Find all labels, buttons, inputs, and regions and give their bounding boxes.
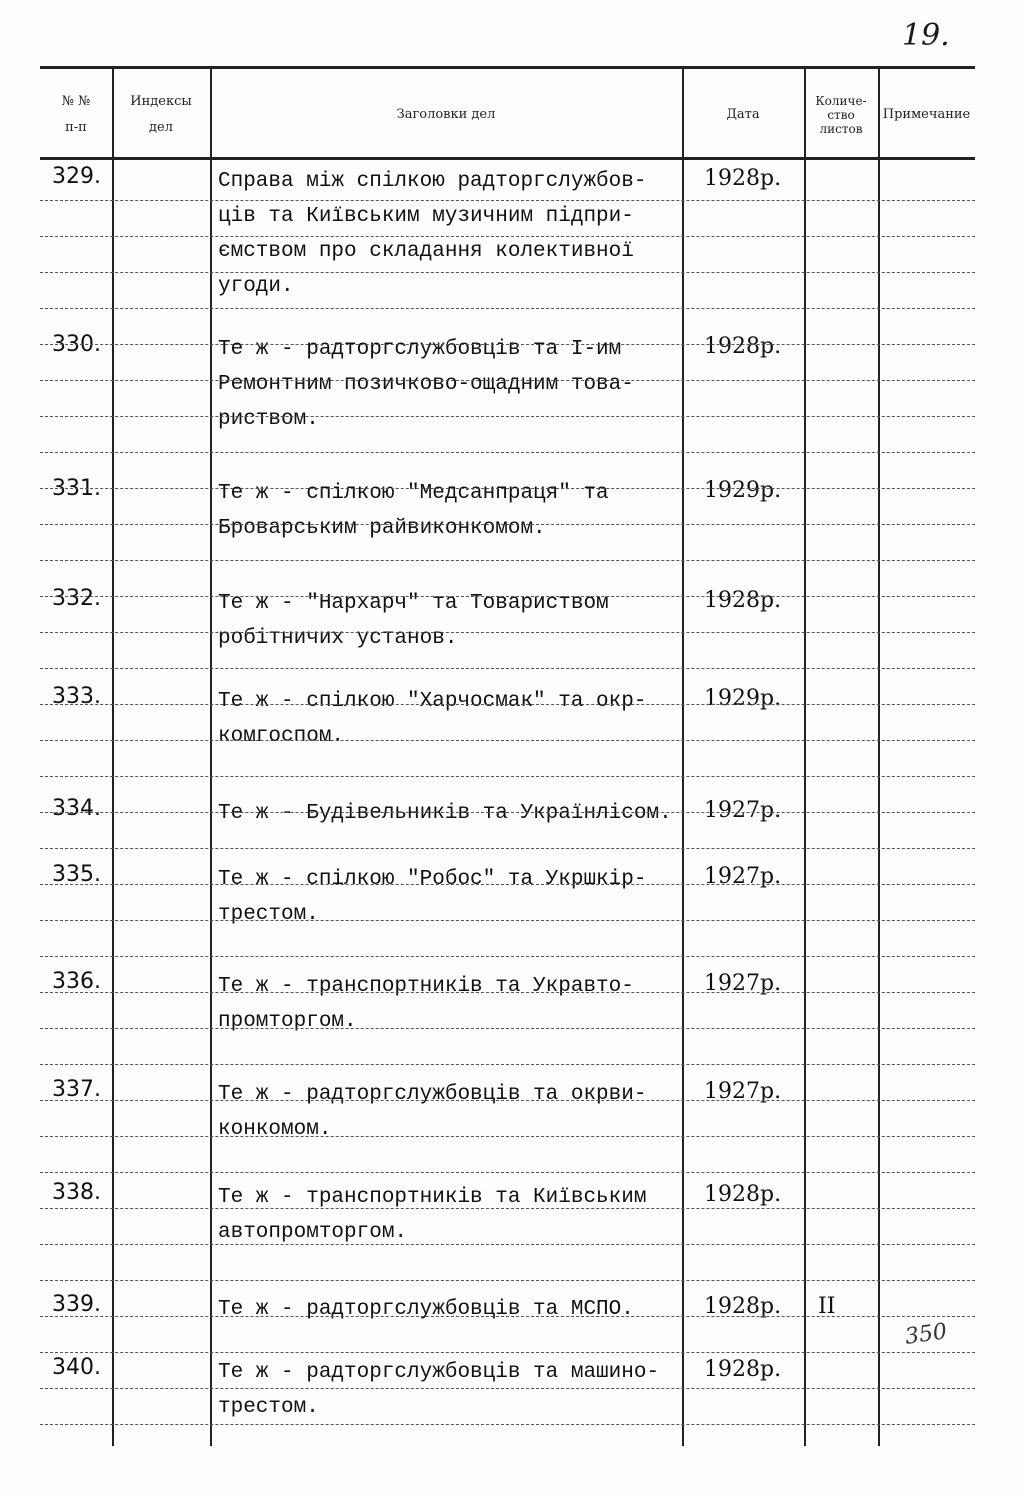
row-title: Те ж - транспортників та Київським автопромторгом. <box>218 1186 647 1244</box>
row-title: Те ж - радторгслужбовців та машино- трестом. <box>218 1361 660 1419</box>
ruled-line <box>40 1424 975 1425</box>
ruled-line <box>40 632 975 633</box>
ruled-line <box>40 200 975 201</box>
row-title: Те ж - радторгслужбовців та І-им Ремонтним позичково-ощадним това- риством. <box>218 338 634 431</box>
row-date: 1928р. <box>704 166 782 191</box>
header-number-line1: № № <box>61 94 91 109</box>
header-date <box>682 74 804 156</box>
row-date: 1929р. <box>704 686 782 711</box>
ruled-line <box>40 740 975 741</box>
column-divider <box>112 66 114 1446</box>
header-note <box>878 74 975 156</box>
ruled-line <box>40 272 975 273</box>
ruled-line <box>40 524 975 525</box>
row-title: Те ж - транспортників та Укравто- промторгом. <box>218 975 634 1033</box>
row-number: 329. <box>52 164 101 189</box>
handwritten-annotation: 350 <box>903 1319 949 1350</box>
ruled-line <box>40 812 975 813</box>
row-number: 330. <box>52 332 101 357</box>
row-date: 1928р. <box>704 588 782 613</box>
header-number <box>40 74 112 156</box>
ruled-line <box>40 308 975 309</box>
ruled-line <box>40 668 975 669</box>
ruled-line <box>40 380 975 381</box>
row-title: Те ж - Будівельників та Українлісом. <box>218 802 672 825</box>
ruled-line <box>40 1388 975 1389</box>
header-number-line2: п-п <box>65 120 87 135</box>
header-index-line1: Индексы <box>130 94 192 109</box>
row-number: 333. <box>52 684 101 709</box>
ruled-line <box>40 1100 975 1101</box>
row-title: Те ж - спілкою "Робос" та Укршкір- трестом. <box>218 868 647 926</box>
row-title: Те ж - спілкою "Медсанпраця" та Броварським райвиконкомом. <box>218 482 609 540</box>
row-number: 338. <box>52 1180 101 1205</box>
header-sheets <box>804 74 878 156</box>
column-divider <box>210 66 212 1446</box>
header-note-text: Примечание <box>882 107 971 122</box>
ruled-line <box>40 1136 975 1137</box>
ruled-line <box>40 1064 975 1065</box>
header-sheets-line1: Количе- <box>815 94 867 108</box>
header-bottom-rule <box>40 157 975 160</box>
header-title-text: Заголовки дел <box>396 107 496 122</box>
header-title <box>210 74 682 156</box>
row-sheets: II <box>818 1294 836 1319</box>
row-date: 1928р. <box>704 1294 782 1319</box>
column-divider <box>878 66 880 1446</box>
ruled-line <box>40 1280 975 1281</box>
row-number: 335. <box>52 862 101 887</box>
row-number: 337. <box>52 1077 101 1102</box>
ruled-line <box>40 488 975 489</box>
row-date: 1927р. <box>704 798 782 823</box>
ruled-line <box>40 596 975 597</box>
ruled-line <box>40 1352 975 1353</box>
ruled-line <box>40 1208 975 1209</box>
ruled-line <box>40 884 975 885</box>
row-date: 1929р. <box>704 478 782 503</box>
row-number: 331. <box>52 476 101 501</box>
row-title: Те ж - спілкою "Харчосмак" та окр- комгоспом. <box>218 690 647 748</box>
row-number: 332. <box>52 586 101 611</box>
ruled-line <box>40 560 975 561</box>
header-index-line2: дел <box>149 120 173 135</box>
row-number: 339. <box>52 1292 101 1317</box>
ruled-line <box>40 236 975 237</box>
ruled-line <box>40 416 975 417</box>
row-date: 1928р. <box>704 334 782 359</box>
page-number: 19. <box>902 18 950 53</box>
ruled-line <box>40 452 975 453</box>
row-title: Справа між спілкою радторгслужбов- ців та Київським музичним підпри- ємством про складання колективної угоди. <box>218 170 647 298</box>
ruled-line <box>40 704 975 705</box>
row-number: 334. <box>52 796 101 821</box>
row-number: 340. <box>52 1355 101 1380</box>
header-sheets-line2: ство <box>827 108 855 122</box>
column-divider <box>804 66 806 1446</box>
ruled-line <box>40 956 975 957</box>
row-date: 1927р. <box>704 1079 782 1104</box>
ruled-line <box>40 1244 975 1245</box>
row-date: 1927р. <box>704 864 782 889</box>
ruled-line <box>40 1316 975 1317</box>
ruled-line <box>40 992 975 993</box>
row-date: 1928р. <box>704 1182 782 1207</box>
header-date-text: Дата <box>726 107 760 122</box>
inventory-table <box>40 66 975 1446</box>
ruled-line <box>40 1028 975 1029</box>
row-title: Те ж - "Нархарч" та Товариством робітничих установ. <box>218 592 609 650</box>
table-top-rule <box>40 66 975 69</box>
ruled-line <box>40 920 975 921</box>
ruled-line <box>40 776 975 777</box>
ruled-line <box>40 344 975 345</box>
row-title: Те ж - радторгслужбовців та окрви- конкомом. <box>218 1083 647 1141</box>
row-date: 1927р. <box>704 971 782 996</box>
header-sheets-line3: листов <box>819 122 863 136</box>
ruled-line <box>40 848 975 849</box>
header-index <box>112 74 210 156</box>
row-date: 1928р. <box>704 1357 782 1382</box>
row-number: 336. <box>52 969 101 994</box>
ruled-line <box>40 1172 975 1173</box>
row-title: Те ж - радторгслужбовців та МСПО. <box>218 1298 634 1321</box>
